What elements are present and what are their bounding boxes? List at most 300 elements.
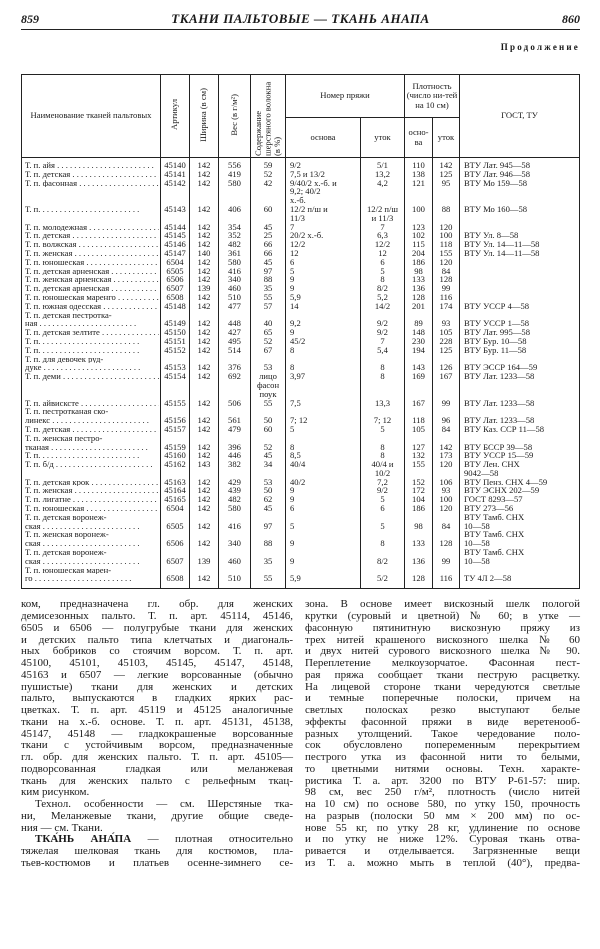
name-line: Т. п. женская воронеж- <box>25 530 109 540</box>
weight-cell: 556 <box>219 158 251 170</box>
density-weft-cell: 173 <box>433 451 460 460</box>
width-cell: 142 <box>190 566 219 589</box>
gost-cell: ВТУ Лат. 945—58 <box>460 158 580 170</box>
article-cell: 45145 <box>161 231 190 240</box>
header-density-weft: уток <box>433 118 460 158</box>
gost-cell: ВТУ Тамб. СНХ 10—58 <box>460 513 580 531</box>
width-cell: 142 <box>190 434 219 452</box>
table-row <box>22 311 580 329</box>
density-warp-cell: 136 <box>405 548 433 566</box>
density-weft-cell: 155 <box>433 249 460 258</box>
name-cell <box>22 293 161 302</box>
gost-cell: ВТУ Лат. 1233—58 <box>460 372 580 398</box>
name-cell <box>22 205 161 223</box>
weight-cell: 448 <box>219 311 251 329</box>
article-cell: 45159 <box>161 434 190 452</box>
yarn-warp-cell: 7 <box>286 223 361 232</box>
width-cell: 142 <box>190 355 219 373</box>
wool-cell: 97 <box>251 267 286 276</box>
wool-cell: 60 <box>251 425 286 434</box>
text-line: пушистые) ткани для женских и детских <box>21 680 293 693</box>
yarn-weft-cell: 6 <box>361 504 405 513</box>
wool-cell: 65 <box>251 328 286 337</box>
name-cell <box>22 495 161 504</box>
density-warp-cell: 121 <box>405 179 433 205</box>
density-warp-cell: 186 <box>405 258 433 267</box>
article-cell: 45157 <box>161 425 190 434</box>
density-weft-cell: 84 <box>433 425 460 434</box>
weight-cell: 427 <box>219 328 251 337</box>
article-cell: 6507 <box>161 548 190 566</box>
name-line: Т. п. детская крок . . . <box>25 478 159 487</box>
weight-cell: 580 <box>219 504 251 513</box>
name-cell <box>22 311 161 329</box>
name-cell <box>22 170 161 179</box>
text-line: фасонную пятинитную вискозную пряжу из <box>305 621 580 634</box>
yarn-warp-cell: 7; 12 <box>286 407 361 425</box>
weight-cell: 361 <box>219 249 251 258</box>
density-weft-cell: 120 <box>433 258 460 267</box>
yarn-warp-cell: 12/2 <box>286 240 361 249</box>
yarn-warp-cell: 6 <box>286 258 361 267</box>
gost-cell <box>460 275 580 284</box>
name-line: Т. п. детская . . . <box>25 170 159 179</box>
yarn-weft-cell: 8 <box>361 434 405 452</box>
width-cell: 142 <box>190 399 219 408</box>
table-row <box>22 566 580 589</box>
gost-cell: ВТУ Лен. СНХ 9042—58 <box>460 460 580 478</box>
header-yarn-weft: уток <box>361 118 405 158</box>
table-row <box>22 158 580 170</box>
name-line: Т. п. женская пестро- <box>25 433 103 443</box>
weight-cell: 439 <box>219 486 251 495</box>
text-line: демисезонных пальто. Т. п. арт. 45114, 45146, <box>21 610 293 622</box>
width-cell: 143 <box>190 460 219 478</box>
yarn-warp-cell: 5 <box>286 267 361 276</box>
width-cell: 142 <box>190 504 219 513</box>
yarn-weft-cell: 8 <box>361 355 405 373</box>
gost-cell: ГОСТ 8293—57 <box>460 495 580 504</box>
weight-cell: 396 <box>219 434 251 452</box>
wool-cell: 62 <box>251 495 286 504</box>
density-warp-cell: 98 <box>405 513 433 531</box>
wool-cell: 88 <box>251 275 286 284</box>
weight-cell: 416 <box>219 513 251 531</box>
density-weft-cell: 128 <box>433 530 460 548</box>
text-line: и двух нитей сурового вискозного шелка № 90. <box>305 645 580 658</box>
text-line: цветках. Т. п. арт. 45119 и 45125 аналогичные <box>21 704 293 716</box>
gost-cell: ВТУ УССР 15—59 <box>460 451 580 460</box>
weight-cell: 482 <box>219 240 251 249</box>
density-warp-cell: 167 <box>405 399 433 408</box>
text-line: ни, Меланжевые ткани, другие общие сведе- <box>21 809 293 822</box>
wool-cell: 25 <box>251 231 286 240</box>
width-cell: 142 <box>190 346 219 355</box>
name-cell <box>22 240 161 249</box>
table-row <box>22 179 580 205</box>
table-row <box>22 513 580 531</box>
wool-cell: 53 <box>251 478 286 487</box>
name-cell <box>22 425 161 434</box>
gost-cell: ВТУ ЭСНХ 202—59 <box>460 486 580 495</box>
width-cell: 142 <box>190 205 219 223</box>
article-cell: 45147 <box>161 249 190 258</box>
text-line: 45100, 45101, 45103, 45145, 45147, 45148, <box>21 657 293 669</box>
wool-cell: 45 <box>251 258 286 267</box>
yarn-weft-cell: 4,2 <box>361 179 405 205</box>
article-cell: 6506 <box>161 275 190 284</box>
name-line: Т. п. пестротканая ско- <box>25 407 109 417</box>
gost-cell: ВТУ Мо 159—58 <box>460 179 580 205</box>
weight-cell: 354 <box>219 223 251 232</box>
name-line: Т. п. детская арненская . . . <box>25 267 159 276</box>
gost-cell: ВТУ Ул. 14—11—58 <box>460 240 580 249</box>
gost-cell: ВТУ Каз. ССР 11—58 <box>460 425 580 434</box>
name-line: ская . . . <box>25 522 159 531</box>
gost-cell <box>460 258 580 267</box>
yarn-warp-cell: 5 <box>286 513 361 531</box>
wool-cell: 66 <box>251 249 286 258</box>
gost-cell: ВТУ Тамб. СНХ 10—58 <box>460 530 580 548</box>
name-line: Т. п. детская . . . <box>25 231 159 240</box>
name-cell <box>22 513 161 531</box>
yarn-warp-cell: 9 <box>286 284 361 293</box>
yarn-weft-cell: 7 <box>361 337 405 346</box>
article-cell: 45140 <box>161 158 190 170</box>
name-cell <box>22 302 161 311</box>
name-line: Т. п. юношеская маренго . . . <box>25 293 159 302</box>
width-cell: 142 <box>190 302 219 311</box>
wool-cell: 34 <box>251 460 286 478</box>
weight-cell: 482 <box>219 495 251 504</box>
density-weft-cell: 100 <box>433 231 460 240</box>
text-line: 45163 и 6507 — легкие ворсованные (обычно <box>21 668 293 681</box>
text-line: сок обусловлено попеременным перекрытием <box>305 739 580 752</box>
wool-cell: 50 <box>251 407 286 425</box>
table-row <box>22 249 580 258</box>
weight-cell: 561 <box>219 407 251 425</box>
weight-cell: 340 <box>219 275 251 284</box>
yarn-warp-cell: 8 <box>286 346 361 355</box>
yarn-warp-cell: 12/2 п/ш и 11/3 <box>286 205 361 223</box>
table-row <box>22 548 580 566</box>
wool-cell: 97 <box>251 513 286 531</box>
width-cell: 142 <box>190 258 219 267</box>
yarn-weft-cell: 8 <box>361 530 405 548</box>
density-weft-cell: 118 <box>433 240 460 249</box>
width-cell: 142 <box>190 372 219 398</box>
gost-cell: ВТУ ЭССР 164—59 <box>460 355 580 373</box>
density-weft-cell: 126 <box>433 355 460 373</box>
name-line: Т. п. . . . <box>25 337 159 346</box>
density-weft-cell: 167 <box>433 372 460 398</box>
yarn-weft-cell: 5 <box>361 513 405 531</box>
text-line: разных утолщений. Такое чередование поло- <box>305 727 580 740</box>
wool-cell: 35 <box>251 548 286 566</box>
table-row <box>22 460 580 478</box>
text-column-left <box>21 599 293 869</box>
density-warp-cell: 230 <box>405 337 433 346</box>
article-cell: 45156 <box>161 407 190 425</box>
table-body <box>22 158 580 589</box>
yarn-warp-cell: 3,97 <box>286 372 361 398</box>
width-cell: 142 <box>190 337 219 346</box>
text-line: ния — см. Ткани. <box>21 821 103 834</box>
yarn-weft-cell: 5/1 <box>361 158 405 170</box>
weight-cell: 460 <box>219 284 251 293</box>
gost-cell: ВТУ Тамб. СНХ 10—58 <box>460 548 580 566</box>
width-cell: 139 <box>190 284 219 293</box>
weight-cell: 580 <box>219 179 251 205</box>
yarn-weft-cell: 13,3 <box>361 399 405 408</box>
header-width: Ширина (в см) <box>190 75 219 158</box>
article-cell: 45155 <box>161 399 190 408</box>
density-warp-cell: 201 <box>405 302 433 311</box>
yarn-weft-cell: 7 <box>361 223 405 232</box>
header-name: Наименование тканей пальтовых <box>22 75 161 158</box>
wool-cell: 55 <box>251 293 286 302</box>
gost-cell: ВТУ УССР 1—58 <box>460 311 580 329</box>
name-cell <box>22 249 161 258</box>
table-row <box>22 530 580 548</box>
text-line: тьев-костюмов и платьев осенне-зимнего се- <box>21 856 293 869</box>
name-line: Т. п. лигатне . . . <box>25 495 159 504</box>
text-line: то цветными нитями основы. Техн. характе- <box>305 762 580 775</box>
article-cell: 45150 <box>161 328 190 337</box>
width-cell: 142 <box>190 513 219 531</box>
wool-cell: 52 <box>251 337 286 346</box>
article-cell: 45153 <box>161 355 190 373</box>
density-warp-cell: 128 <box>405 293 433 302</box>
yarn-weft-cell: 12/2 <box>361 240 405 249</box>
text-line: ривается и отделывается. Загрязненные вещи <box>305 845 580 857</box>
width-cell: 142 <box>190 311 219 329</box>
article-cell: 6504 <box>161 504 190 513</box>
density-warp-cell: 152 <box>405 478 433 487</box>
density-warp-cell: 132 <box>405 451 433 460</box>
name-line: Т. п. юношеская . . . <box>25 258 159 267</box>
yarn-warp-cell: 9/2 <box>286 158 361 170</box>
yarn-warp-cell: 9 <box>286 486 361 495</box>
yarn-warp-cell: 9 <box>286 548 361 566</box>
wool-cell: 57 <box>251 302 286 311</box>
wool-cell: 45 <box>251 451 286 460</box>
yarn-weft-cell: 5,2 <box>361 293 405 302</box>
text-line: ных бобриков со стоячим ворсом. Т. п. арт. <box>21 645 293 658</box>
text-line: нове 55 кг, по утку 28 кг, удлинение по основе <box>305 821 580 834</box>
name-line: Т. п. . . . <box>25 346 159 355</box>
width-cell: 142 <box>190 240 219 249</box>
width-cell: 142 <box>190 223 219 232</box>
yarn-warp-cell: 40/4 <box>286 460 361 478</box>
name-cell <box>22 478 161 487</box>
width-cell: 142 <box>190 231 219 240</box>
density-warp-cell: 127 <box>405 434 433 452</box>
yarn-weft-cell: 9/2 <box>361 328 405 337</box>
density-weft-cell: 99 <box>433 548 460 566</box>
text-column-right <box>305 599 580 869</box>
density-weft-cell: 125 <box>433 170 460 179</box>
table-row <box>22 302 580 311</box>
density-weft-cell: 96 <box>433 407 460 425</box>
density-warp-cell: 133 <box>405 530 433 548</box>
density-warp-cell: 204 <box>405 249 433 258</box>
gost-cell: ВТУ Мо 160—58 <box>460 205 580 223</box>
wool-cell: 52 <box>251 170 286 179</box>
header-density: Плотность (число ни-тей на 10 см) <box>405 75 460 118</box>
density-weft-cell: 174 <box>433 302 460 311</box>
text-line: на 10 см) по основе 580, по утку 150, прочность <box>305 798 580 810</box>
text-line: ткани с устойчивым ворсом, предназначенные <box>21 739 293 752</box>
wool-cell: 88 <box>251 530 286 548</box>
yarn-weft-cell: 14/2 <box>361 302 405 311</box>
article-cell: 6506 <box>161 530 190 548</box>
density-warp-cell: 169 <box>405 372 433 398</box>
density-weft-cell: 125 <box>433 346 460 355</box>
gost-cell: ВТУ Ул. 14—11—58 <box>460 249 580 258</box>
article-cell: 45162 <box>161 460 190 478</box>
yarn-warp-cell: 9 <box>286 328 361 337</box>
density-warp-cell: 143 <box>405 355 433 373</box>
density-warp-cell: 104 <box>405 495 433 504</box>
width-cell: 142 <box>190 170 219 179</box>
gost-cell: ТУ 4Л 2—58 <box>460 566 580 589</box>
text-line: из Т. а. можно мыть в теплой (40°), предва- <box>305 856 580 869</box>
text-line: тяжелая шелковая ткань для костюмов, пла- <box>21 845 293 857</box>
density-weft-cell: 84 <box>433 513 460 531</box>
text-line: светлых полосках резко выступают белые <box>305 704 580 716</box>
width-cell: 142 <box>190 451 219 460</box>
width-cell: 142 <box>190 407 219 425</box>
weight-cell: 416 <box>219 267 251 276</box>
wool-cell: 67 <box>251 346 286 355</box>
density-warp-cell: 118 <box>405 407 433 425</box>
article-cell: 45160 <box>161 451 190 460</box>
gost-cell: ВТУ Лат. 995—58 <box>460 328 580 337</box>
density-weft-cell: 228 <box>433 337 460 346</box>
name-line: Т. п. деми . . . <box>25 372 159 381</box>
name-line: Т. п. б/д . . . <box>25 460 159 469</box>
density-warp-cell: 194 <box>405 346 433 355</box>
wool-cell: 55 <box>251 566 286 589</box>
article-cell: 45142 <box>161 179 190 205</box>
name-line: Т. п. молодежная . . . <box>25 223 159 232</box>
name-line: Т. п. айя . . . <box>25 161 159 170</box>
width-cell: 142 <box>190 328 219 337</box>
name-line: Т. п. детская арненская . . . <box>25 284 159 293</box>
text-line: ристика Т. а. арт. 3200 по ВТУ Р-61-57: шир. <box>305 774 580 787</box>
density-weft-cell: 99 <box>433 399 460 408</box>
name-line: Т. п. юношеская марен- <box>25 565 112 575</box>
running-title: ТКАНИ ПАЛЬТОВЫЕ — ТКАНЬ АНАПА <box>171 11 430 26</box>
article-cell: 45164 <box>161 486 190 495</box>
width-cell: 142 <box>190 478 219 487</box>
name-cell <box>22 284 161 293</box>
name-line: Т. п. женская . . . <box>25 486 159 495</box>
density-warp-cell: 110 <box>405 158 433 170</box>
density-warp-cell: 138 <box>405 170 433 179</box>
header-yarn-warp: основа <box>286 118 361 158</box>
name-cell <box>22 158 161 170</box>
wool-cell: 59 <box>251 158 286 170</box>
density-warp-cell: 172 <box>405 486 433 495</box>
gost-cell: ВТУ УССР 4—58 <box>460 302 580 311</box>
name-line: Т. п. для девочек руд- <box>25 354 104 364</box>
weight-cell: 429 <box>219 478 251 487</box>
name-cell <box>22 451 161 460</box>
density-warp-cell: 105 <box>405 425 433 434</box>
name-line: Т. п. женская арненская . . . <box>25 275 159 284</box>
gost-cell: ВТУ Ул. 8—58 <box>460 231 580 240</box>
text-line: ком, предназначена гл. обр. для женских <box>21 598 293 611</box>
text-line: и по утку не ниже 12%. Суровая ткань отва- <box>305 833 580 846</box>
gost-cell: ВТУ Бур. 11—58 <box>460 346 580 355</box>
name-cell <box>22 275 161 284</box>
density-weft-cell: 120 <box>433 460 460 478</box>
weight-cell: 510 <box>219 566 251 589</box>
width-cell: 142 <box>190 530 219 548</box>
yarn-weft-cell: 5,4 <box>361 346 405 355</box>
density-weft-cell: 84 <box>433 267 460 276</box>
name-cell <box>22 346 161 355</box>
page-number-left: 859 <box>21 12 39 26</box>
yarn-warp-cell: 12 <box>286 249 361 258</box>
weight-cell: 376 <box>219 355 251 373</box>
yarn-weft-cell: 6 <box>361 258 405 267</box>
density-weft-cell: 116 <box>433 293 460 302</box>
yarn-warp-cell: 8 <box>286 434 361 452</box>
name-line: ская . . . <box>25 557 159 566</box>
density-warp-cell: 102 <box>405 231 433 240</box>
wool-cell: 55 <box>251 399 286 408</box>
wool-cell: 45 <box>251 223 286 232</box>
yarn-weft-cell: 9/2 <box>361 311 405 329</box>
weight-cell: 479 <box>219 425 251 434</box>
name-cell <box>22 434 161 452</box>
density-warp-cell: 148 <box>405 328 433 337</box>
article-cell: 45154 <box>161 372 190 398</box>
text-line: На лицевой стороне ткани чередуются светлые <box>305 680 580 693</box>
name-cell <box>22 267 161 276</box>
name-cell <box>22 372 161 398</box>
name-line: Т. п. детская зелтите . . . <box>25 328 159 337</box>
yarn-weft-cell: 9/2 <box>361 486 405 495</box>
gost-cell: ВТУ Лат. 946—58 <box>460 170 580 179</box>
table-row <box>22 372 580 398</box>
text-line: Переплетение мелкоузорчатое. Фасонная пест- <box>305 657 580 669</box>
table-row <box>22 267 580 276</box>
table-row <box>22 346 580 355</box>
yarn-weft-cell: 5/2 <box>361 566 405 589</box>
name-line: Т. п. . . . <box>25 205 159 214</box>
name-line: Т. п. детская воронеж- <box>25 548 107 557</box>
gost-cell: ВТУ БССР 39—58 <box>460 434 580 452</box>
running-header <box>21 10 580 30</box>
density-weft-cell: 93 <box>433 311 460 329</box>
article-cell: 45148 <box>161 302 190 311</box>
density-weft-cell: 99 <box>433 284 460 293</box>
name-line: дуке . . . <box>25 363 159 372</box>
density-warp-cell: 115 <box>405 240 433 249</box>
yarn-warp-cell: 45/2 <box>286 337 361 346</box>
weight-cell: 382 <box>219 460 251 478</box>
name-line: Т. п. детская пестротка- <box>25 310 112 320</box>
text-line: подворсованная гладкая или меланжевая <box>21 762 293 775</box>
text-line: ткань для женских пальто с рельефным ткац- <box>21 774 293 787</box>
article-cell: 45151 <box>161 337 190 346</box>
article-cell: 45165 <box>161 495 190 504</box>
yarn-warp-cell: 9 <box>286 530 361 548</box>
